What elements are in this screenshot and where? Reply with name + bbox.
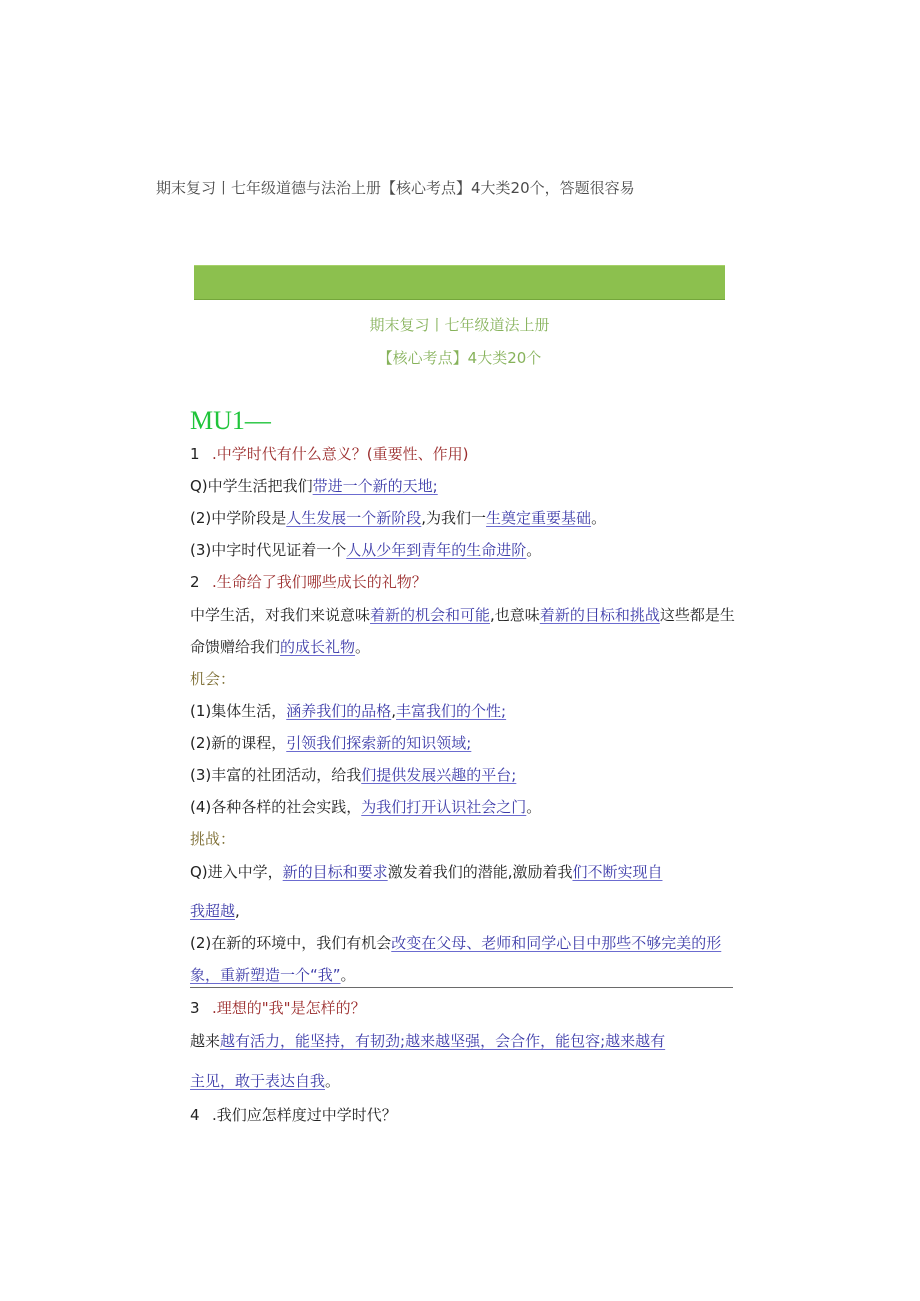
chance-1: [190, 701, 506, 721]
banner-subtitle-2: 【核心考点】4大类20个: [377, 349, 542, 367]
challenge-1-line-1: [190, 862, 662, 882]
question-2: [190, 572, 427, 592]
answer-text: 命馈赠给我们: [190, 638, 281, 656]
answer-text: (1)集体生活，: [190, 702, 287, 720]
question-3: [190, 998, 366, 1018]
label-challenge: 挑战：: [190, 830, 236, 848]
underlined-key-point: 们提供发展兴趣的平台;: [361, 766, 517, 784]
underlined-key-point: 为我们打开认识社会之门: [361, 798, 527, 816]
question-number: 3: [190, 999, 200, 1017]
answer-text: 。: [526, 541, 542, 559]
q1-answer-1: [190, 476, 438, 496]
underlined-key-point: 越有活力，能坚持，有韧劲;越来越坚强，会合作，能包容;越来越有: [220, 1032, 666, 1050]
answer-text: ,: [391, 702, 397, 720]
challenge-1-line-2: [190, 901, 240, 921]
label-chance: 机会：: [190, 670, 236, 688]
underlined-key-point: 带进一个新的天地;: [312, 477, 438, 495]
answer-text: Q)进入中学，: [190, 863, 283, 881]
green-banner: [194, 265, 725, 300]
underlined-key-point: 的成长礼物: [280, 638, 356, 656]
question-text: .中学时代有什么意义？(重要性、作用): [212, 445, 469, 463]
answer-text: 。: [325, 1072, 341, 1090]
underlined-key-point: 着新的目标和挑战: [539, 606, 660, 624]
answer-text: 。: [526, 798, 542, 816]
answer-text: 越来: [190, 1032, 221, 1050]
answer-text: 中学生活，对我们来说意味: [190, 606, 371, 624]
q3-answer-line-1: [190, 1031, 665, 1051]
answer-text: (4)各种各样的社会实践，: [190, 798, 362, 816]
answer-text: (3)丰富的社团活动，给我: [190, 766, 362, 784]
answer-text: 。: [591, 509, 607, 527]
question-text: .理想的"我"是怎样的？: [212, 999, 366, 1017]
q2-intro-line-2: [190, 637, 370, 657]
question-text: .生命给了我们哪些成长的礼物？: [212, 573, 427, 591]
question-1: [190, 444, 468, 464]
underlined-key-point: 生奠定重要基础: [486, 509, 592, 527]
underlined-key-point: 们不断实现自: [572, 863, 663, 881]
underlined-key-point: 丰富我们的个性;: [396, 702, 507, 720]
q2-intro-line-1: [190, 605, 735, 625]
q1-answer-3: [190, 540, 541, 560]
underlined-key-point: 人生发展一个新阶段: [286, 509, 422, 527]
question-number: 1: [190, 445, 200, 463]
answer-text: 。: [340, 966, 356, 984]
answer-text: (2)新的课程，: [190, 734, 287, 752]
chance-4: [190, 797, 541, 817]
chance-2: [190, 733, 471, 753]
answer-text: (2)中学阶段是: [190, 509, 287, 527]
question-text: .我们应怎样度过中学时代？: [212, 1106, 397, 1124]
q3-answer-line-2: [190, 1071, 340, 1091]
underlined-key-point: 主见，敢于表达自我: [190, 1072, 326, 1090]
answer-text: 。: [355, 638, 371, 656]
document-title: 期末复习丨七年级道德与法治上册【核心考点】4大类20个，答题很容易: [156, 179, 635, 197]
underlined-key-point: 涵养我们的品格: [286, 702, 392, 720]
underlined-key-point: 着新的机会和可能: [370, 606, 491, 624]
answer-text: (2)在新的环境中，我们有机会: [190, 934, 392, 952]
chance-3: [190, 765, 516, 785]
challenge-2-line-1: [190, 933, 721, 953]
answer-text: Q)中学生活把我们: [190, 477, 313, 495]
underlined-key-point: 新的目标和要求: [282, 863, 388, 881]
underlined-key-point: 象，重新塑造一个“我”: [190, 966, 341, 984]
q1-answer-2: [190, 508, 606, 528]
question-number: 2: [190, 573, 200, 591]
challenge-2-line-2: [190, 965, 356, 985]
answer-text: ,为我们一: [421, 509, 487, 527]
question-4: [190, 1105, 397, 1125]
answer-text: (3)中字时代见证着一个: [190, 541, 347, 559]
underlined-key-point: 改变在父母、老师和同学心目中那些不够完美的形: [391, 934, 722, 952]
answer-text: 这些都是生: [659, 606, 735, 624]
underlined-key-point: 人从少年到青年的生命进阶: [346, 541, 527, 559]
banner-subtitle-1: 期末复习丨七年级道法上册: [369, 316, 550, 334]
underlined-key-point: 引领我们探索新的知识领域;: [286, 734, 472, 752]
answer-text: ,: [235, 902, 240, 920]
answer-text: 激发着我们的潜能,激励着我: [387, 863, 573, 881]
horizontal-rule: [190, 987, 733, 988]
unit-heading: MU1—: [190, 406, 271, 435]
answer-text: ,也意味: [490, 606, 540, 624]
question-number: 4: [190, 1106, 200, 1124]
underlined-key-point: 我超越: [190, 902, 236, 920]
